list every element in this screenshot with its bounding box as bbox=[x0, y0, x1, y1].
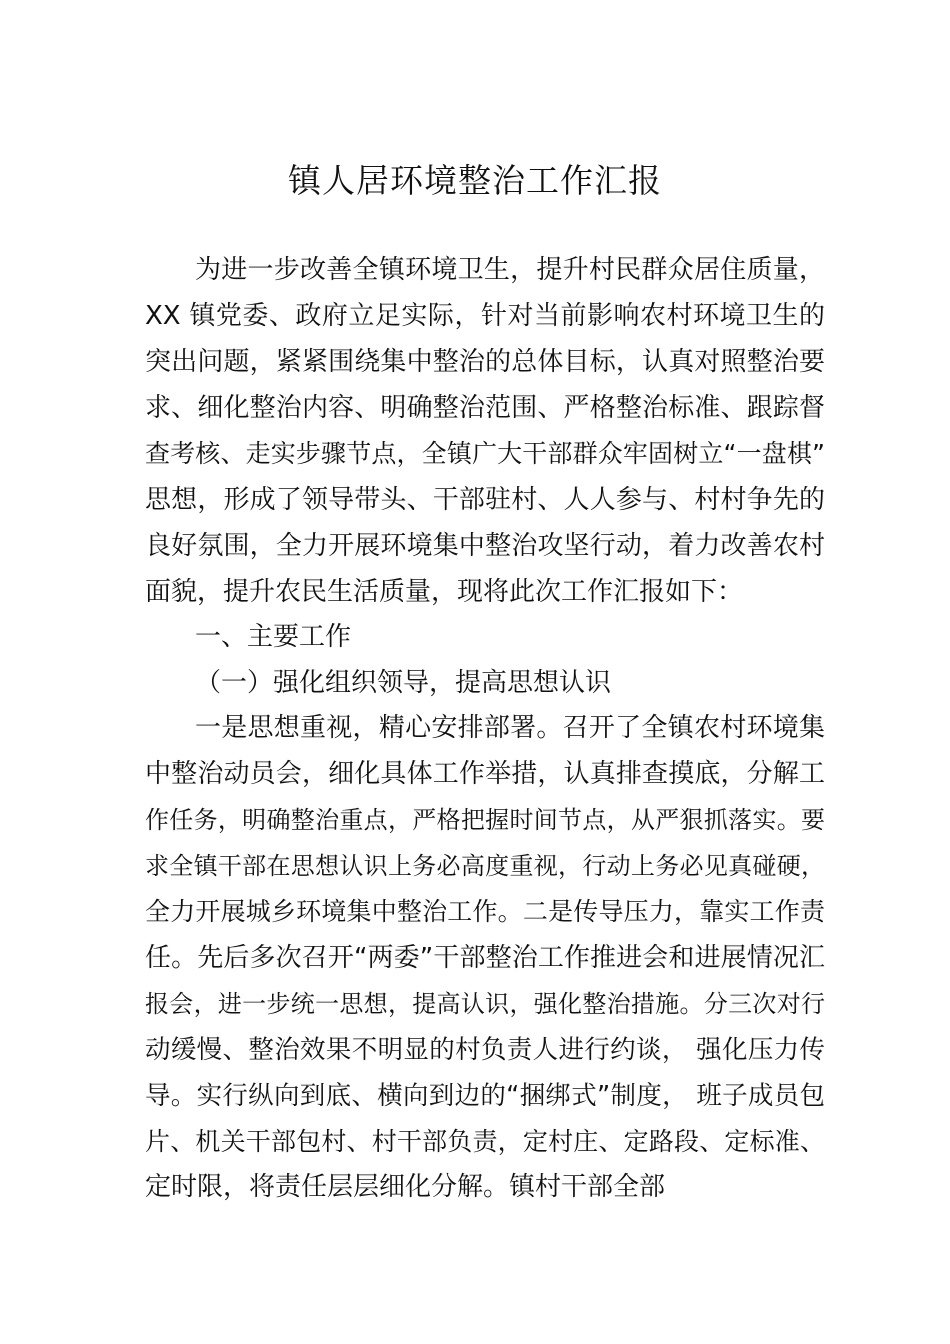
paragraph-line: 突出问题，紧紧围绕集中整治的总体目标，认真对照整治要 bbox=[145, 347, 825, 377]
paragraph-line: 中整治动员会，细化具体工作举措，认真排查摸底，分解工 bbox=[145, 759, 825, 789]
paragraph-line: 动缓慢、整治效果不明显的村负责人进行约谈， 强化压力传 bbox=[145, 1035, 825, 1065]
document-title: 镇人居环境整治工作汇报 bbox=[288, 161, 662, 200]
paragraph-line: 思想，形成了领导带头、干部驻村、人人参与、村村争先的 bbox=[145, 485, 825, 515]
paragraph-line: XX 镇党委、政府立足实际，针对当前影响农村环境卫生的 bbox=[145, 301, 825, 331]
paragraph-line: 为进一步改善全镇环境卫生，提升村民群众居住质量， bbox=[195, 255, 825, 285]
subsection-heading: （一）强化组织领导，提高思想认识 bbox=[195, 668, 612, 698]
paragraph-line: 作任务，明确整治重点，严格把握时间节点，从严狠抓落实。要 bbox=[145, 806, 825, 834]
section-heading: 一、主要工作 bbox=[195, 622, 352, 652]
paragraph-line: 求全镇干部在思想认识上务必高度重视，行动上务必见真碰硬， bbox=[145, 852, 825, 880]
paragraph-line: 全力开展城乡环境集中整治工作。二是传导压力，靠实工作责 bbox=[145, 897, 825, 926]
paragraph-line: 一是思想重视，精心安排部署。召开了全镇农村环境集 bbox=[195, 713, 825, 743]
paragraph-line: 片、机关干部包村、村干部负责，定村庄、定路段、定标准、 bbox=[145, 1127, 825, 1156]
paragraph-line: 查考核、走实步骤节点，全镇广大干部群众牢固树立“一盘棋” bbox=[145, 439, 825, 468]
paragraph-line: 定时限，将责任层层细化分解。镇村干部全部 bbox=[145, 1172, 666, 1202]
paragraph-line: 求、细化整治内容、明确整治范围、严格整治标准、跟踪督 bbox=[145, 393, 825, 423]
paragraph-line: 面貌，提升农民生活质量，现将此次工作汇报如下： bbox=[145, 577, 744, 607]
paragraph-line: 任。先后多次召开“两委”干部整治工作推进会和进展情况汇 bbox=[145, 943, 825, 973]
paragraph-line: 良好氛围，全力开展环境集中整治攻坚行动，着力改善农村 bbox=[145, 531, 825, 561]
paragraph-line: 导。实行纵向到底、横向到边的“捆绑式”制度， 班子成员包 bbox=[145, 1081, 825, 1111]
paragraph-line: 报会，进一步统一思想，提高认识，强化整治措施。分三次对行 bbox=[145, 990, 825, 1018]
